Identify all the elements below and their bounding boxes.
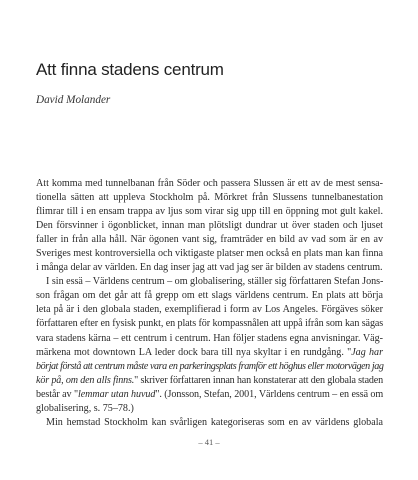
- body-line: [36, 360, 383, 374]
- italic-text: börjat förstå att centrum måste vara en parkeringsplats framför ett höghus eller motorvägen jag: [36, 360, 384, 372]
- text-run: globalisering, s. 75–78.): [36, 402, 134, 414]
- body-line: [36, 346, 383, 360]
- body-line: [36, 317, 383, 331]
- text-run: I sin essä – Världens centrum – om globalisering, ställer sig författaren Stefan Jons-: [46, 276, 384, 288]
- text-run: flimrar till i en ensam trappa av ljus som virar sig upp till en öppning mot gult kakel.: [36, 206, 383, 218]
- text-run: författaren efter en fysisk punkt, en plats för kompassnålen att uppå ifrån som kan sägas: [36, 318, 384, 330]
- text-run: märkena mot downtown LA leder dock bara till nya skyltar i en rundgång. ": [36, 346, 352, 358]
- chapter-title: Att finna stadens centrum: [36, 60, 224, 79]
- body-line: [36, 247, 383, 261]
- text-run: vara stadens kärna – ett centrum i centrum. Han följer stadens egna anvisningar. Väg-: [36, 332, 383, 344]
- text-run: leta på är i den globala staden, exemplifierad i form av Los Angeles. Förgäves söker: [36, 304, 383, 316]
- chapter-author: David Molander: [36, 94, 111, 106]
- text-run: " skriver författaren innan han konstaterar att den globala staden: [134, 374, 383, 386]
- body-line: [36, 416, 383, 430]
- body-text: [36, 177, 383, 430]
- text-run: Att komma med tunnelbanan från Söder och passera Slussen är ett av de mest sensa-: [36, 178, 383, 189]
- text-run: son frågan om det går att få grepp om ett slags världens centrum. En plats att börja: [36, 290, 383, 302]
- body-line: [36, 275, 383, 289]
- body-line: [36, 219, 383, 233]
- body-line: [36, 402, 383, 416]
- body-line: [36, 374, 383, 388]
- text-run: ". (Jonsson, Stefan, 2001, Världens centrum – en essä om: [155, 388, 384, 400]
- body-line: [36, 388, 383, 402]
- body-line: [36, 261, 383, 275]
- body-line: [36, 191, 383, 205]
- body-line: [36, 332, 383, 346]
- body-line: [36, 303, 383, 317]
- text-run: faller in från alla håll. När ögonen vant sig, framträder en bild av vad som är en av: [36, 234, 383, 246]
- italic-text: lemmar utan huvud: [78, 388, 156, 400]
- text-run: Min hemstad Stockholm kan svårligen kategoriseras som en av världens globala: [46, 416, 383, 428]
- page-number: – 41 –: [198, 437, 220, 447]
- body-line: [36, 177, 383, 191]
- text-run: tionella sätten att uppleva Stockholm på. Mörkret från Slussens tunnelbanestation: [36, 192, 383, 204]
- body-line: [36, 205, 383, 219]
- text-run: Sveriges mest kontroversiella och viktigaste platser men också en plats man kan finna: [36, 248, 384, 260]
- italic-text: Jag har: [351, 346, 383, 358]
- body-line: [36, 289, 383, 303]
- italic-text: kör på, om den alls finns.: [36, 374, 135, 386]
- text-run: består av ": [36, 388, 79, 400]
- text-run: Den försvinner i ögonblicket, innan man plötsligt dundrar ut över staden och ljuset: [36, 220, 383, 232]
- text-run: i många delar av världen. En dag inser jag att vad jag ser är bilden av stadens centrum.: [36, 262, 383, 274]
- body-line: [36, 233, 383, 247]
